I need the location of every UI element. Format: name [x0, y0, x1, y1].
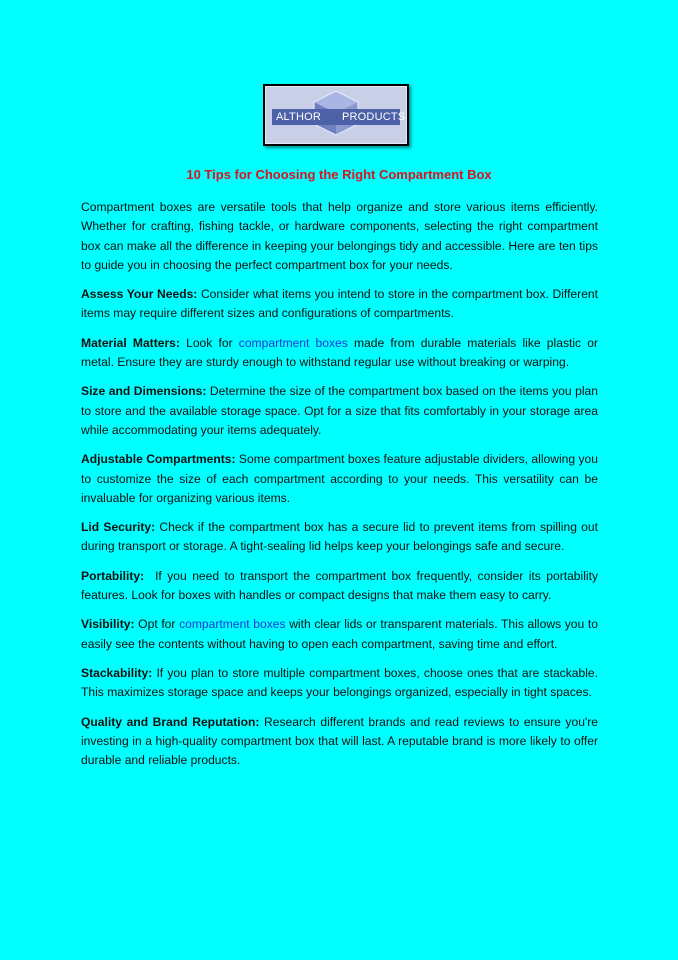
tip-paragraph: [81, 450, 598, 508]
tip-text: Research different brands and read reviews to ensure you're investing in a high-quality compartment box that will last. A reputable brand is more likely to offer durable and reliable products.: [81, 714, 598, 768]
tip-text: with clear lids or transparent materials. This allows you to easily see the contents without having to open each compartment, saving time and effort.: [81, 617, 598, 651]
tip-heading: Portability:: [81, 568, 145, 583]
tip-heading: Material Matters:: [81, 335, 180, 350]
tip-paragraph: [81, 334, 598, 373]
tip-text: Look for: [179, 335, 239, 350]
tip-paragraph: [81, 285, 598, 324]
althor-products-logo: [263, 84, 409, 146]
tip-text: Consider what items you intend to store in the compartment box. Different items may require different sizes and configurations of compartments.: [81, 287, 599, 321]
tip-paragraph: [81, 713, 598, 771]
tip-text: If you need to transport the compartment box frequently, consider its portability features. Look for boxes with handles or compact designs that make them easy to carry.: [81, 568, 602, 603]
tip-text: Check if the compartment box has a secure lid to prevent items from spilling out during transport or storage. A tight-sealing lid helps keep your belongings safe and secure.: [81, 520, 598, 554]
tip-paragraph: [81, 518, 598, 557]
document-title: 10 Tips for Choosing the Right Compartment Box: [186, 167, 492, 182]
tip-heading: Adjustable Compartments:: [81, 452, 236, 467]
tip-text: made from durable materials like plastic or metal. Ensure they are sturdy enough to withstand regular use without breaking or warping.: [81, 335, 599, 370]
tip-paragraph: [81, 615, 598, 654]
tip-heading: Assess Your Needs:: [81, 287, 198, 302]
tip-heading: Quality and Brand Reputation:: [81, 714, 260, 729]
tip-paragraph: [81, 567, 602, 606]
tip-heading: Stackability:: [81, 665, 153, 680]
tip-text: Opt for: [134, 617, 180, 632]
logo-panel: [265, 86, 407, 144]
article-body: [81, 198, 602, 780]
logo-text-products: PRODUCTS: [342, 111, 406, 123]
tip-paragraph: [81, 382, 598, 440]
tip-text: Determine the size of the compartment box based on the items you plan to store and the available storage space. Opt for a size that fits comfortably in your storage area while accommodating your items adequately.: [81, 384, 598, 437]
tip-text: Some compartment boxes feature adjustable dividers, allowing you to customize the size of each compartment according to your needs. This versatility can be invaluable for organizing various items.: [81, 452, 598, 505]
intro-paragraph: Compartment boxes are versatile tools that help organize and store various items efficiently. Whether for crafting, fishing tackle, or hardware components, selecting the right compartment box can make all the difference in keeping your belongings tidy and accessible. Here are ten tips to guide you in choosing the perfect compartment box for your needs.: [81, 200, 598, 272]
tip-paragraph: [81, 664, 598, 703]
compartment-boxes-link[interactable]: compartment boxes: [179, 617, 286, 632]
tip-text: If you plan to store multiple compartment boxes, choose ones that are stackable. This maximizes storage space and keeps your belongings organized, especially in tight spaces.: [81, 665, 598, 700]
tip-heading: Visibility:: [81, 617, 135, 632]
tip-heading: Size and Dimensions:: [81, 384, 207, 399]
tip-heading: Lid Security:: [81, 520, 156, 535]
compartment-boxes-link[interactable]: compartment boxes: [238, 335, 348, 350]
logo-text-althor: ALTHOR: [276, 111, 322, 123]
